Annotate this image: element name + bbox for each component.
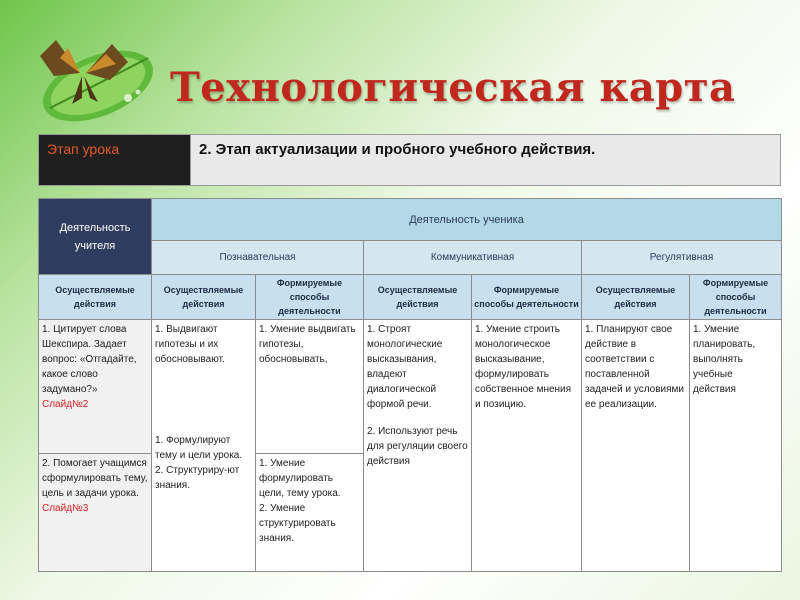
teacher-text: 2. Помогает учащимся сформулировать тему, цель и задачи урока. xyxy=(42,458,148,499)
communicative-ways-cell xyxy=(472,320,582,572)
cell-text: 1. Формулируют тему и цели урока. xyxy=(155,435,243,461)
cell-text: 1. Умение планировать, выполнять учебные действия xyxy=(693,324,756,395)
column-header: Осуществляемые действия xyxy=(39,275,152,320)
group-communicative: Коммуникативная xyxy=(364,241,582,275)
regulative-actions-cell xyxy=(582,320,690,572)
cell-text: 1. Планируют свое действие в соответствии с поставленной задачей и условиями ее реализации. xyxy=(585,324,684,410)
column-header: Осуществляемые действия xyxy=(152,275,256,320)
regulative-ways-cell xyxy=(690,320,782,572)
teacher-activity-header: Деятельность учителя xyxy=(39,199,152,275)
column-header: Формируемые способы деятельности xyxy=(472,275,582,320)
communicative-actions-cell xyxy=(364,320,472,572)
cell-text: 1. Умение формулировать цели, тему урока. xyxy=(259,458,341,499)
cell-text: 1. Умение строить монологическое высказывание, формулировать собственное мнения и позицию. xyxy=(475,324,572,410)
column-header: Формируемые способы деятельности xyxy=(690,275,782,320)
cell-text: 1. Умение выдвигать гипотезы, обосновывать, xyxy=(259,324,356,365)
teacher-text: 1. Цитирует слова Шекспира. Задает вопрос: «Отгадайте, какое слово задумано?» xyxy=(42,324,137,395)
activity-table xyxy=(38,198,782,572)
column-header: Осуществляемые действия xyxy=(364,275,472,320)
cognitive-ways-cell xyxy=(256,454,364,572)
cognitive-ways-cell xyxy=(256,320,364,454)
slide-link[interactable]: Слайд№2 xyxy=(42,399,89,410)
teacher-cell xyxy=(39,454,152,572)
cell-text: 2. Умение структурировать знания. xyxy=(259,503,336,544)
column-header: Формируемые способы деятельности xyxy=(256,275,364,320)
stage-table xyxy=(38,134,781,186)
group-cognitive: Познавательная xyxy=(152,241,364,275)
group-regulative: Регулятивная xyxy=(582,241,782,275)
table-row xyxy=(39,320,782,454)
cell-text: 2. Структуриру-ют знания. xyxy=(155,465,240,491)
stage-label: Этап урока xyxy=(39,135,191,186)
column-header: Осуществляемые действия xyxy=(582,275,690,320)
cell-text: 1. Выдвигают гипотезы и их обосновывают. xyxy=(155,324,225,365)
page-title: Технологическая карта xyxy=(170,64,736,111)
student-activity-header: Деятельность ученика xyxy=(152,199,782,241)
cell-text: 1. Строят монологические высказывания, владеют диалогической формой речи. xyxy=(367,324,443,410)
teacher-cell xyxy=(39,320,152,454)
cognitive-actions-cell xyxy=(152,320,256,572)
slide-link[interactable]: Слайд№3 xyxy=(42,503,89,514)
cell-text: 2. Используют речь для регуляции своего действия xyxy=(367,426,468,467)
butterfly-leaf-icon xyxy=(20,18,160,123)
stage-value: 2. Этап актуализации и пробного учебного действия. xyxy=(191,135,781,186)
